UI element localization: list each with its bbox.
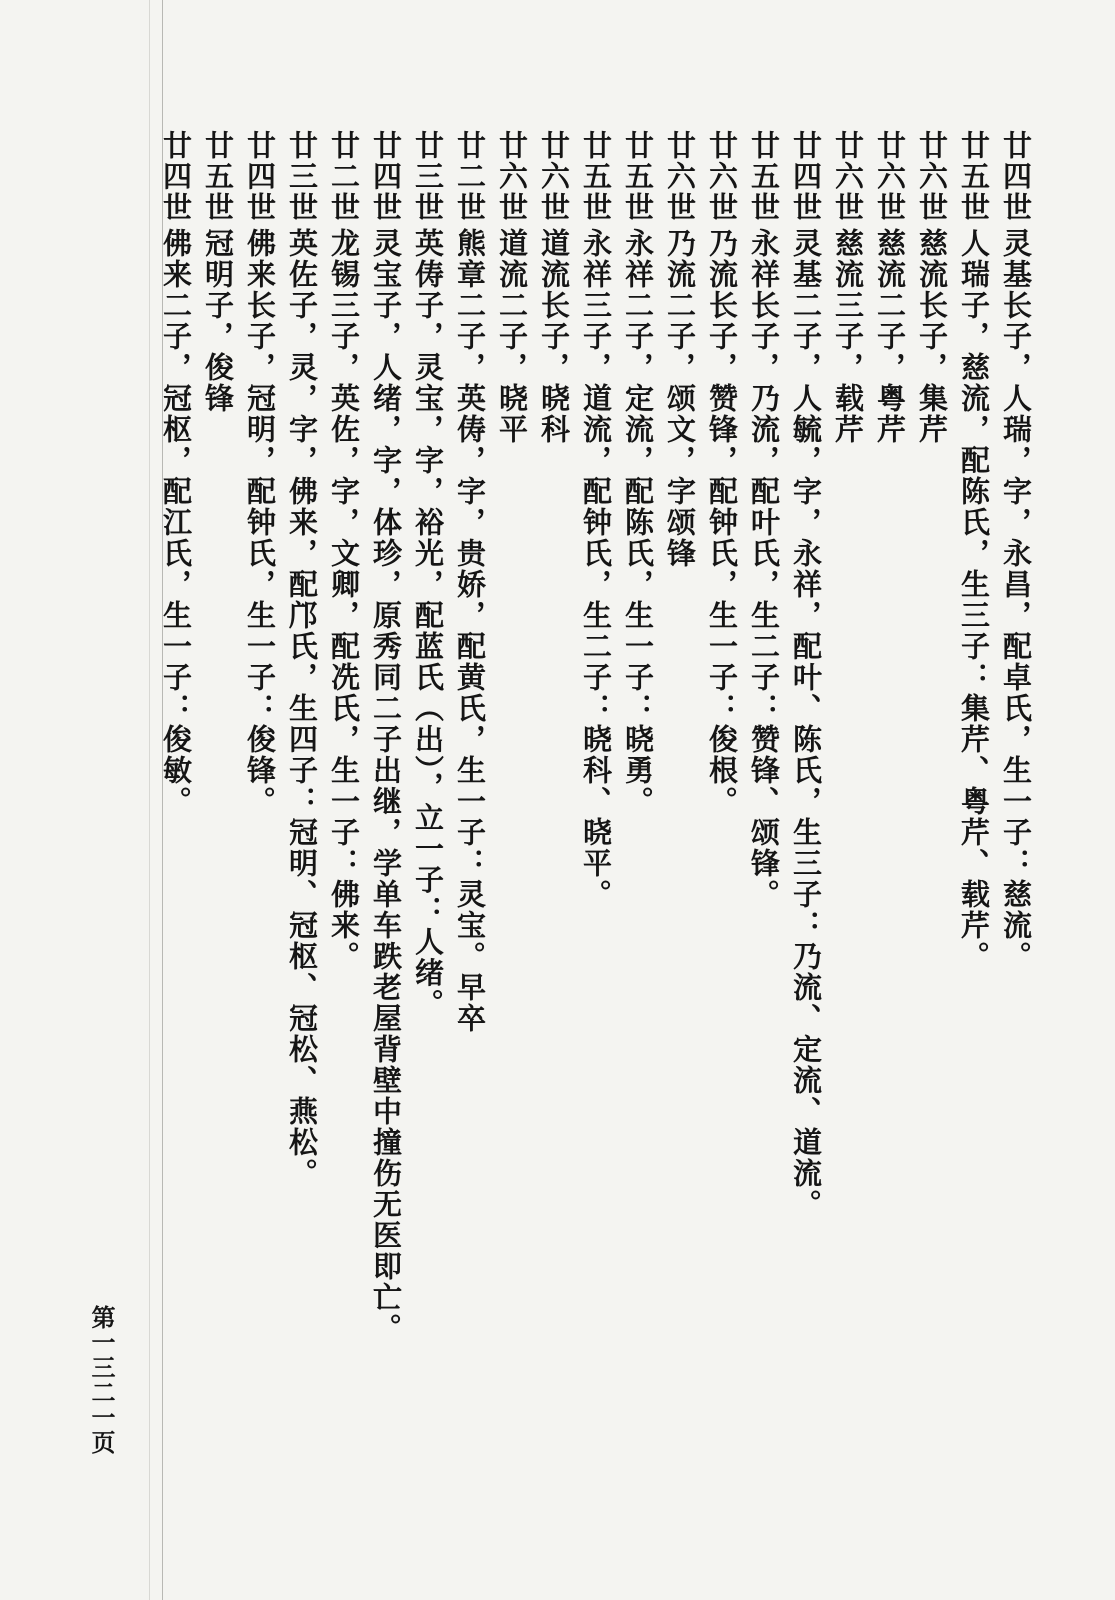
generation-label: 廿六世 [537,130,571,223]
generation-label: 廿二世 [327,130,361,223]
entry-text: 冠明子，俊锋 [201,228,235,414]
entry-column-15 [408,130,448,1020]
entry-text: 乃流二子，颂文，字颂锋 [663,228,697,569]
entry-column-13 [492,130,532,445]
generation-label: 廿五世 [621,130,655,223]
entry-column-9 [660,130,700,569]
entry-column-2 [954,130,994,972]
entry-column-16 [366,130,406,1344]
entry-text: 灵基长子，人瑞，字，永昌，配卓氏，生一子：慈流。 [999,228,1033,972]
entry-text: 永祥三子，道流，配钟氏，生二子：晓科、晓平。 [579,228,613,910]
entry-text: 慈流二子，粤芹 [873,228,907,445]
entry-text: 灵宝子，人绪，字，体珍，原秀同二子出继，学单车跌老屋背壁中撞伤无医即亡。 [369,228,403,1344]
generation-label: 廿六世 [705,130,739,223]
entry-text: 熊章二子，英俦，字，贵娇，配黄氏，生一子：灵宝。早卒 [453,228,487,1034]
entry-column-5 [828,130,868,445]
entry-text: 慈流长子，集芹 [915,228,949,445]
entry-text: 佛来二子，冠枢，配江氏，生一子：俊敏。 [159,228,193,817]
entry-column-11 [576,130,616,910]
entry-column-4 [870,130,910,445]
generation-label: 廿四世 [243,130,277,223]
entry-column-12 [534,130,574,445]
generation-label: 廿四世 [999,130,1033,223]
entry-column-1 [996,130,1036,972]
generation-label: 廿五世 [579,130,613,223]
entry-text: 人瑞子，慈流，配陈氏，生三子：集芹、粤芹、载芹。 [957,228,991,972]
generation-label: 廿六世 [915,130,949,223]
entry-text: 龙锡三子，英佐，字，文卿，配冼氏，生一子：佛来。 [327,228,361,972]
entry-text: 佛来长子，冠明，配钟氏，生一子：俊锋。 [243,228,277,817]
entry-column-6 [786,130,826,1220]
generation-label: 廿三世 [285,130,319,223]
entry-text: 乃流长子，赞锋，配钟氏，生一子：俊根。 [705,228,739,817]
entry-text: 慈流三子，载芹 [831,228,865,445]
entry-column-14 [450,130,490,1034]
generation-label: 廿六世 [495,130,529,223]
entry-column-17 [324,130,364,972]
page-number: 第一三二一页 [87,1305,116,1455]
entry-text: 英俦子，灵宝，字，裕光，配蓝氏（出），立一子：人绪。 [411,228,445,1020]
entry-column-8 [702,130,742,817]
entry-column-18 [282,130,322,1189]
entry-column-3 [912,130,952,445]
generation-label: 廿五世 [747,130,781,223]
entry-column-21 [156,130,196,817]
entry-text: 永祥二子，定流，配陈氏，生一子：晓勇。 [621,228,655,817]
entry-column-7 [744,130,784,910]
generation-label: 廿五世 [957,130,991,223]
entry-text: 永祥长子，乃流，配叶氏，生二子：赞锋、颂锋。 [747,228,781,910]
generation-label: 廿六世 [663,130,697,223]
entry-column-10 [618,130,658,817]
generation-label: 廿五世 [201,130,235,223]
entry-column-19 [240,130,280,817]
entry-text: 灵基二子，人毓，字，永祥，配叶、陈氏，生三子：乃流、定流、道流。 [789,228,823,1220]
entry-text: 英佐子，灵，字，佛来，配邝氏，生四子：冠明、冠枢、冠松、燕松。 [285,228,319,1189]
generation-label: 廿四世 [369,130,403,223]
generation-label: 廿三世 [411,130,445,223]
entry-text: 道流二子，晓平 [495,228,529,445]
entry-text: 道流长子，晓科 [537,228,571,445]
generation-label: 廿二世 [453,130,487,223]
generation-label: 廿六世 [873,130,907,223]
entry-column-20 [198,130,238,414]
generation-label: 廿四世 [789,130,823,223]
generation-label: 廿六世 [831,130,865,223]
generation-label: 廿四世 [159,130,193,223]
